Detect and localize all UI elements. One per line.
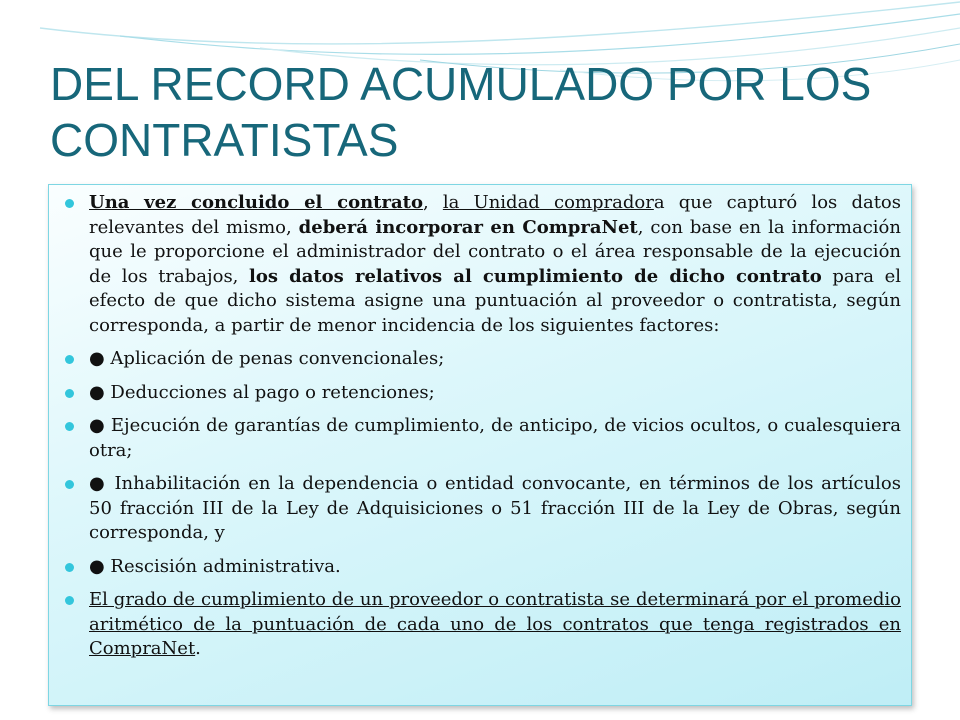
bullet-icon: [65, 480, 74, 489]
list-item: [63, 555, 901, 580]
item-text: ● Aplicación de penas convencionales;: [89, 348, 445, 369]
list-item: El grado de cumplimiento de un proveedor o contratista se determinará por el promedio aritmético de la puntuación de cada uno de los contratos que tenga registrados en CompraNet.: [63, 588, 901, 662]
underlined-text: El grado de cumplimiento de un proveedor o contratista se determinará por el promedio aritmético de la puntuación de cada uno de los contratos que tenga registrados en CompraNet: [89, 589, 901, 659]
list-item: Una vez concluido el contrato, la Unidad compradora que capturó los datos relevantes del mismo, deberá incorporar en CompraNet, con base en la información que le proporcione el administrador del contrato o el área responsable de la ejecución de los trabajos, los datos relativos al cumplimiento de dicho contrato para el efecto de que dicho sistema asigne una puntuación al proveedor o contratista, según corresponda, a partir de menor incidencia de los siguientes factores:: [63, 191, 901, 338]
bullet-icon: [65, 563, 74, 572]
emphasis-text: Una vez concluido el contrato: [89, 192, 423, 213]
bullet-icon: [65, 389, 74, 398]
bold-text: los datos relativos al cumplimiento de dicho contrato: [249, 265, 822, 287]
bullet-icon: [65, 355, 74, 364]
bullet-list: [63, 191, 901, 662]
bold-text: deberá incorporar en CompraNet: [298, 216, 638, 238]
list-item: [63, 472, 901, 546]
item-text: ● Ejecución de garantías de cumplimiento, de anticipo, de vicios ocultos, o cualesquiera otra;: [89, 415, 901, 461]
item-text: ● Deducciones al pago o retenciones;: [89, 381, 435, 403]
bullet-icon: [65, 199, 74, 208]
bullet-icon: [65, 596, 74, 605]
item-text: ● Inhabilitación en la dependencia o entidad convocante, en términos de los artículos 50 fracción III de la Ley de Adquisiciones o 51 fracción III de la Ley de Obras, según corresponda, y: [89, 473, 901, 543]
list-item: [63, 414, 901, 463]
slide-title: DEL RECORD ACUMULADO POR LOS CONTRATISTAS: [50, 58, 872, 166]
bullet-icon: [65, 422, 74, 431]
item-text: ● Rescisión administrativa.: [89, 555, 341, 577]
content-panel: [48, 184, 912, 706]
underlined-text: la Unidad comprador: [442, 192, 654, 213]
list-item: [63, 347, 901, 372]
list-item: [63, 381, 901, 406]
